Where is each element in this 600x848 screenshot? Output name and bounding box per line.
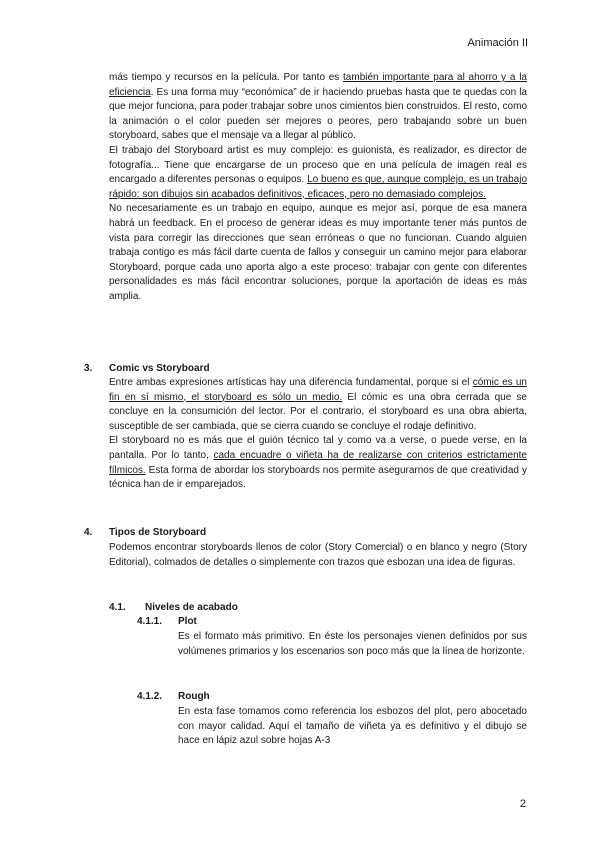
underlined-text: cómic es un fin en sí mismo, el storyboard es sólo un medio. [109,377,527,403]
text-run: El cómic es una obra cerrada que se concluye en la consumición del lector. Por el contrario, el storyboard es una obra abierta, susceptible de ser cambiada, que se cierra cuando se concluye el rodaje definitivo. [109,391,527,432]
section-number: 3. [84,363,93,374]
running-header: Animación II [467,37,528,49]
section-number: 4.1.2. [137,691,163,702]
underlined-text: también importante para al ahorro y a la eficiencia [109,72,527,98]
section-title: Tipos de Storyboard [109,527,207,538]
text-run: más tiempo y recursos en la película. Por tanto es [109,72,344,83]
underlined-text: cada encuadre o viñeta ha de realizarse con criterios estrictamente fílmicos. [109,449,527,476]
paragraph [109,541,527,570]
text-run: Podemos encontrar storyboards llenos de color (Story Comercial) o en blanco y negro (Story Editorial), colmados de detalles o simplemente con trazos que esbozan una idea de figuras. [109,542,527,568]
section-4-1-2-body [178,705,527,749]
section-3-body [109,376,527,493]
section-number: 4.1.1. [137,616,163,627]
text-run: No necesariamente es un trabajo en equipo, aunque es mejor así, porque de esa manera habrá un feedback. En el proceso de generar ideas es muy importante tener más puntos de vista para corregir las direcciones que sean erróneas o que no funcionan. Cuando alguien trabaja contigo es más fácil darte cuenta de fallos y conseguir un camino mejor para elaborar Storyboard, porque cada uno aporta algo a este proceso: trabajar con gente con diferentes personalidades es más fácil encontrar soluciones, porque la aportación de ideas es más amplia. [109,203,527,302]
section-title: Comic vs Storyboard [109,363,210,374]
section-title: Rough [178,691,210,702]
section-number: 4. [84,527,93,538]
underlined-text: Lo bueno es que, aunque complejo, es un trabajo rápido: son dibujos sin acabados definitivos, eficaces, pero no demasiado complejos. [109,174,528,200]
text-run: El trabajo del Storyboard artist es muy complejo: es guionista, es realizador, es director de fotografía... Tiene que encargarse de un proceso que en una película de imagen real es encargado a diferentes personas o equipos. [109,144,527,186]
section-4-1-1-body [178,630,527,659]
section-title: Niveles de acabado [145,602,238,613]
text-run: Entre ambas expresiones artísticas hay una diferencia fundamental, porque si el [109,377,473,388]
paragraph [109,144,527,202]
paragraph: En esta fase tomamos como referencia los esbozos del plot, pero abocetado con mayor calidad. Aquí el tamaño de viñeta ya es definitivo y el dibujo se hace en lápiz azul sobre hojas A-3 [178,706,527,747]
paragraph [109,434,527,492]
paragraph [109,202,527,304]
text-run: Esta forma de abordar los storyboards nos permite asegurarnos de que creatividad y técnica han de ir emparejados. [109,464,527,491]
paragraph [109,71,527,144]
text-run: El storyboard no es más que el guión técnico tal y como va a verse, o puede verse, en la pantalla. Por lo tanto, [109,435,527,461]
section-title: Plot [178,616,197,627]
paragraph [109,376,527,434]
intro-body [109,71,527,305]
page-number: 2 [519,798,526,810]
section-number: 4.1. [109,602,126,613]
section-4-body [109,541,527,570]
paragraph: Es el formato más primitivo. En éste los personajes vienen definidos por sus volúmenes primarios y los escenarios son poco más que la línea de horizonte. [178,631,527,657]
text-run: . Es una forma muy “económica” de ir haciendo pruebas hasta que te quedas con la que mejor funciona, para poder trabajar sobre unos cimientos bien construidos. El resto, como la animación o el color pueden ser mejores o peores, pero trabajando sobre un buen storyboard, sabes que el mensaje va a llegar al público. [109,86,528,142]
